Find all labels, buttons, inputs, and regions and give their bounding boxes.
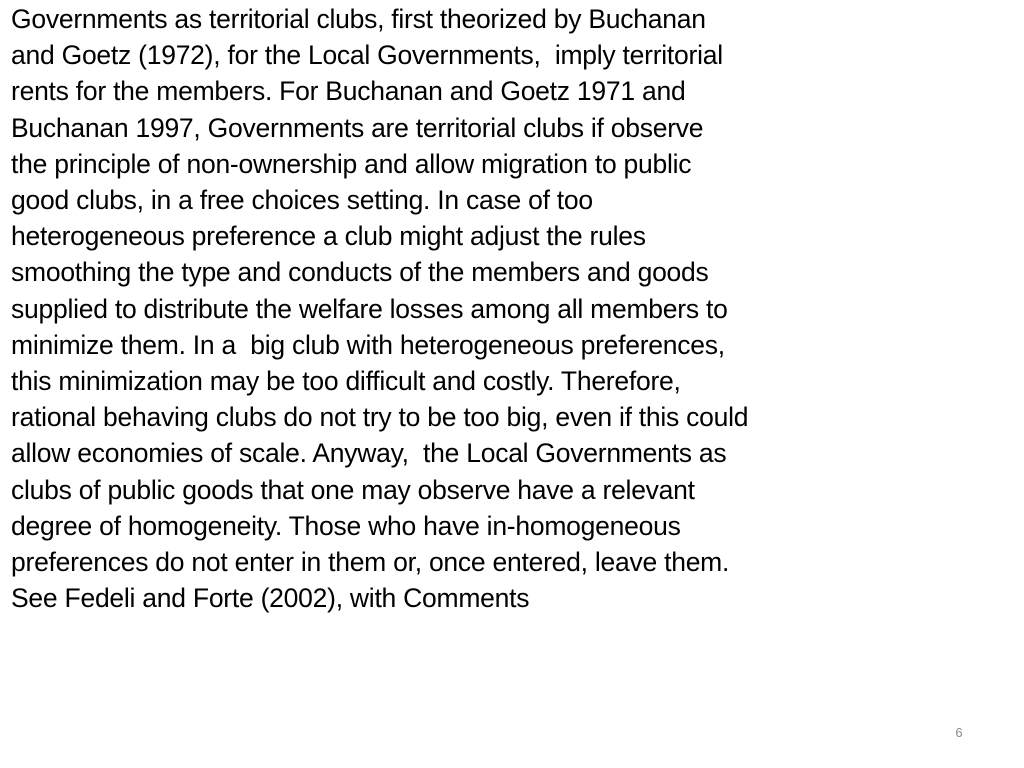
text-line: smoothing the type and conducts of the members and goods — [11, 257, 709, 288]
text-line: this minimization may be too difficult and costly. Therefore, — [11, 366, 681, 397]
text-line: supplied to distribute the welfare losses among all members to — [11, 293, 728, 324]
text-line: rational behaving clubs do not try to be too big, even if this could — [11, 402, 749, 433]
text-line: preferences do not enter in them or, once entered, leave them. — [11, 547, 730, 578]
text-line: Buchanan 1997, Governments are territorial clubs if observe — [11, 112, 704, 143]
text-line: heterogeneous preference a club might adjust the rules — [11, 221, 646, 252]
slide-body-text — [11, 1, 1019, 616]
text-line: Governments as territorial clubs, first theorized by Buchanan — [11, 4, 706, 34]
text-line: minimize them. In a big club with heterogeneous preferences, — [11, 329, 725, 360]
text-line: clubs of public goods that one may observe have a relevant — [11, 474, 695, 505]
text-line: good clubs, in a free choices setting. In case of too — [11, 185, 593, 216]
text-line: the principle of non-ownership and allow migration to public — [11, 148, 692, 179]
text-line: See Fedeli and Forte (2002), with Comments — [11, 583, 530, 614]
text-line: and Goetz (1972), for the Local Governments, imply territorial — [11, 40, 723, 71]
page-number: 6 — [955, 725, 963, 740]
text-line: allow economies of scale. Anyway, the Local Governments as — [11, 438, 727, 469]
text-line: degree of homogeneity. Those who have in-homogeneous — [11, 510, 681, 541]
text-line: rents for the members. For Buchanan and Goetz 1971 and — [11, 76, 686, 107]
